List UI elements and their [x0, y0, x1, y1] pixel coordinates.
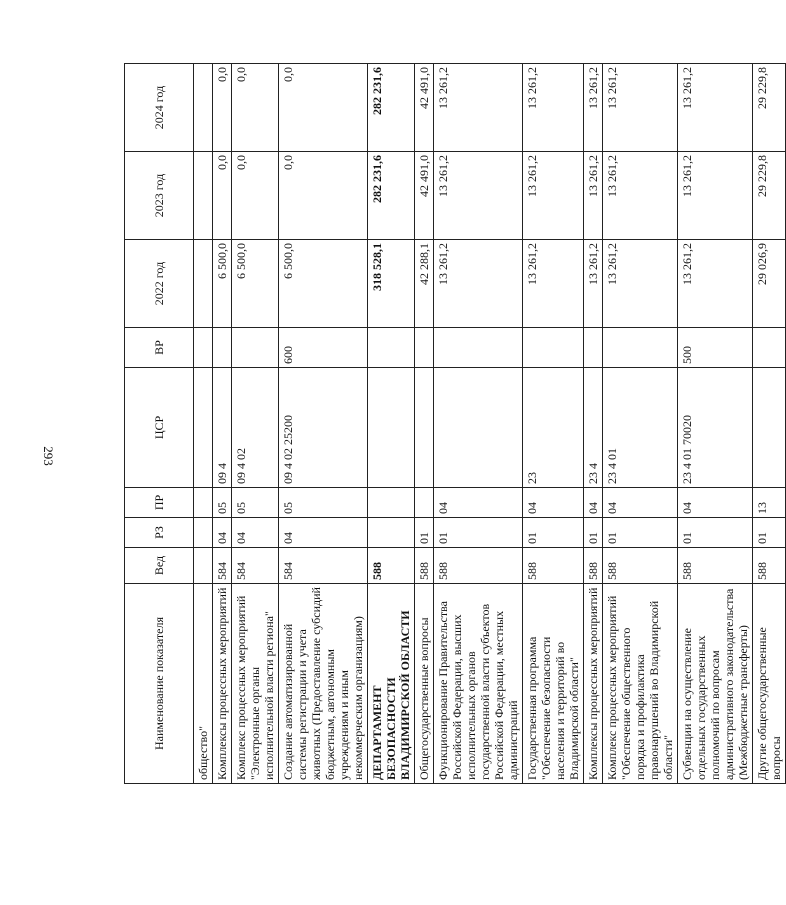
cell-name: Функционирование Правительства Российской Федерации, высших исполнительных органов государственной власти субъектов Российской Федерации, местных администраций: [434, 584, 523, 784]
cell-ved: 584: [279, 548, 368, 584]
cell-csr: 23: [523, 368, 584, 488]
cell-name: ДЕПАРТАМЕНТ БЕЗОПАСНОСТИ ВЛАДИМИРСКОЙ ОБЛАСТИ: [368, 584, 415, 784]
cell-ved: 588: [584, 548, 603, 584]
cell-rz: 01: [603, 518, 678, 548]
cell-name: Субвенции на осуществление отдельных государственных полномочий по вопросам административного законодательства (Межбюджетные трансферты): [678, 584, 753, 784]
cell-y2022: [194, 240, 213, 328]
cell-rz: 01: [523, 518, 584, 548]
cell-y2024: [194, 64, 213, 152]
cell-y2023: 13 261,2: [603, 152, 678, 240]
cell-y2023: 42 491,0: [415, 152, 434, 240]
cell-ved: 588: [434, 548, 523, 584]
cell-y2022: 13 261,2: [584, 240, 603, 328]
cell-vr: [434, 328, 523, 368]
cell-pr: 04: [603, 488, 678, 518]
cell-y2022: 42 288,1: [415, 240, 434, 328]
page-number: 293: [40, 446, 56, 466]
cell-rz: 04: [279, 518, 368, 548]
cell-vr: [603, 328, 678, 368]
cell-vr: [232, 328, 279, 368]
cell-y2022: 6 500,0: [279, 240, 368, 328]
cell-y2023: 0,0: [213, 152, 232, 240]
cell-y2023: 13 261,2: [584, 152, 603, 240]
table-row: [523, 64, 584, 784]
cell-y2024: 0,0: [213, 64, 232, 152]
cell-pr: [368, 488, 415, 518]
cell-pr: [194, 488, 213, 518]
cell-y2024: 13 261,2: [434, 64, 523, 152]
cell-y2023: 13 261,2: [434, 152, 523, 240]
cell-ved: 588: [523, 548, 584, 584]
cell-ved: 584: [232, 548, 279, 584]
table-row: [434, 64, 523, 784]
header-row: [125, 64, 194, 784]
cell-csr: 23 4 01: [603, 368, 678, 488]
cell-y2022: 13 261,2: [523, 240, 584, 328]
cell-rz: 01: [753, 518, 786, 548]
cell-ved: [194, 548, 213, 584]
cell-name: Другие общегосударственные вопросы: [753, 584, 786, 784]
cell-y2024: 13 261,2: [584, 64, 603, 152]
cell-y2024: 29 229,8: [753, 64, 786, 152]
cell-y2023: [194, 152, 213, 240]
header-2024: 2024 год: [125, 64, 194, 152]
cell-y2022: 13 261,2: [603, 240, 678, 328]
cell-name: Государственная программа "Обеспечение безопасности населения и территорий во Владимирской области": [523, 584, 584, 784]
cell-name: общество": [194, 584, 213, 784]
cell-y2024: 13 261,2: [678, 64, 753, 152]
header-csr: ЦСР: [125, 368, 194, 488]
cell-ved: 584: [213, 548, 232, 584]
table-row: [603, 64, 678, 784]
cell-y2023: 0,0: [279, 152, 368, 240]
cell-vr: [194, 328, 213, 368]
header-vr: ВР: [125, 328, 194, 368]
cell-pr: 04: [434, 488, 523, 518]
cell-y2022: 318 528,1: [368, 240, 415, 328]
cell-y2023: 29 229,8: [753, 152, 786, 240]
cell-vr: [753, 328, 786, 368]
cell-name: Комплекс процессных мероприятий "Электронные органы исполнительной власти региона": [232, 584, 279, 784]
cell-rz: 01: [415, 518, 434, 548]
cell-y2024: 42 491,0: [415, 64, 434, 152]
cell-vr: [584, 328, 603, 368]
cell-csr: [415, 368, 434, 488]
cell-y2024: 13 261,2: [603, 64, 678, 152]
cell-rz: 01: [434, 518, 523, 548]
cell-rz: [194, 518, 213, 548]
cell-rz: 01: [584, 518, 603, 548]
cell-name: Общегосударственные вопросы: [415, 584, 434, 784]
cell-pr: 04: [523, 488, 584, 518]
cell-pr: 13: [753, 488, 786, 518]
cell-csr: [434, 368, 523, 488]
cell-name: Создание автоматизированной системы регистрации и учета животных (Предоставление субсидий бюджетным, автономным учреждениям и иным некоммерческим организациям): [279, 584, 368, 784]
cell-y2024: 0,0: [279, 64, 368, 152]
header-name: Наименование показателя: [125, 584, 194, 784]
cell-y2024: 0,0: [232, 64, 279, 152]
cell-pr: [415, 488, 434, 518]
cell-y2022: 6 500,0: [213, 240, 232, 328]
cell-vr: [415, 328, 434, 368]
cell-y2023: 282 231,6: [368, 152, 415, 240]
cell-ved: 588: [678, 548, 753, 584]
cell-rz: 04: [213, 518, 232, 548]
cell-vr: [368, 328, 415, 368]
cell-pr: 05: [279, 488, 368, 518]
cell-csr: 09 4: [213, 368, 232, 488]
cell-vr: 500: [678, 328, 753, 368]
cell-pr: 04: [678, 488, 753, 518]
cell-csr: 23 4 01 70020: [678, 368, 753, 488]
cell-y2022: 13 261,2: [678, 240, 753, 328]
cell-ved: 588: [753, 548, 786, 584]
cell-csr: [368, 368, 415, 488]
cell-name: Комплекс процессных мероприятий "Обеспечение общественного порядка и профилактика правонарушений во Владимирской области": [603, 584, 678, 784]
cell-ved: 588: [368, 548, 415, 584]
cell-vr: 600: [279, 328, 368, 368]
cell-y2024: 282 231,6: [368, 64, 415, 152]
budget-table: [124, 63, 786, 784]
table-row: [415, 64, 434, 784]
table-row: [678, 64, 753, 784]
cell-rz: 01: [678, 518, 753, 548]
cell-pr: 05: [232, 488, 279, 518]
table-row: [584, 64, 603, 784]
header-pr: ПР: [125, 488, 194, 518]
cell-pr: 04: [584, 488, 603, 518]
cell-csr: 09 4 02: [232, 368, 279, 488]
cell-y2023: 13 261,2: [678, 152, 753, 240]
table-row: [194, 64, 213, 784]
cell-y2022: 29 026,9: [753, 240, 786, 328]
header-rz: РЗ: [125, 518, 194, 548]
table-row: [213, 64, 232, 784]
cell-rz: 04: [232, 518, 279, 548]
cell-name: Комплексы процессных мероприятий: [213, 584, 232, 784]
cell-vr: [523, 328, 584, 368]
header-2022: 2022 год: [125, 240, 194, 328]
table-row: [232, 64, 279, 784]
budget-table-container: [124, 64, 783, 784]
cell-y2023: 0,0: [232, 152, 279, 240]
cell-y2023: 13 261,2: [523, 152, 584, 240]
cell-ved: 588: [415, 548, 434, 584]
table-row: [279, 64, 368, 784]
cell-csr: 23 4: [584, 368, 603, 488]
header-2023: 2023 год: [125, 152, 194, 240]
cell-name: Комплексы процессных мероприятий: [584, 584, 603, 784]
cell-pr: 05: [213, 488, 232, 518]
cell-csr: [753, 368, 786, 488]
table-row: [368, 64, 415, 784]
cell-ved: 588: [603, 548, 678, 584]
cell-y2022: 13 261,2: [434, 240, 523, 328]
cell-vr: [213, 328, 232, 368]
cell-y2024: 13 261,2: [523, 64, 584, 152]
cell-csr: [194, 368, 213, 488]
table-row: [753, 64, 786, 784]
cell-csr: 09 4 02 25200: [279, 368, 368, 488]
header-ved: Вед: [125, 548, 194, 584]
cell-y2022: 6 500,0: [232, 240, 279, 328]
cell-rz: [368, 518, 415, 548]
